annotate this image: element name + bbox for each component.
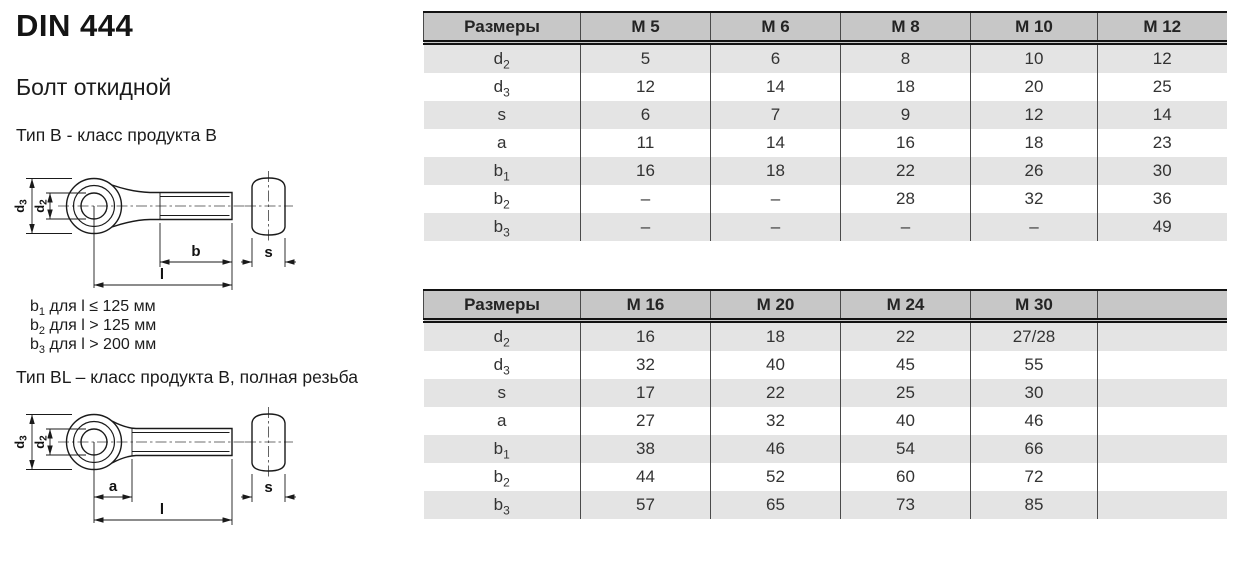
dimension-value-cell: 16: [581, 157, 711, 185]
dimension-symbol: a: [497, 411, 507, 430]
dimension-symbol-sub: 2: [503, 197, 510, 212]
dimension-value-cell: 60: [841, 463, 971, 491]
table-row: [424, 101, 1227, 129]
dimension-label-cell: [424, 379, 581, 407]
dimension-value-cell: 38: [581, 435, 711, 463]
note-text: для l > 125 мм: [45, 317, 157, 334]
dimension-symbol-sub: 1: [503, 169, 510, 184]
dimension-symbol: d: [493, 49, 504, 68]
table-row: [424, 43, 1227, 74]
table-row: [424, 321, 1227, 352]
dimension-value-cell: [1098, 321, 1227, 352]
thread-size-header: M 8: [841, 12, 971, 43]
sizes-column-header: Размеры: [424, 290, 581, 321]
dimension-label-cell: [424, 435, 581, 463]
dimension-label-cell: [424, 321, 581, 352]
dimension-value-cell: 10: [971, 43, 1098, 74]
note-symbol-sub: 3: [38, 344, 46, 357]
dimension-value-cell: 18: [711, 321, 841, 352]
dim-label-d3: d3: [12, 199, 30, 213]
dimension-value-cell: 27/28: [971, 321, 1098, 352]
dimension-value-cell: 14: [1098, 101, 1227, 129]
dimension-value-cell: 36: [1098, 185, 1227, 213]
dimension-value-cell: 20: [971, 73, 1098, 101]
dimension-s: [241, 474, 296, 502]
table-row: [424, 157, 1227, 185]
dimension-label-cell: [424, 407, 581, 435]
dimension-value-cell: 46: [711, 435, 841, 463]
dimension-value-cell: 32: [581, 351, 711, 379]
dimension-value-cell: –: [581, 185, 711, 213]
dimension-value-cell: 16: [581, 321, 711, 352]
dimension-symbol-sub: 2: [503, 335, 510, 350]
dimension-value-cell: 7: [711, 101, 841, 129]
dimension-symbol-sub: 2: [503, 475, 510, 490]
dimension-value-cell: 16: [841, 129, 971, 157]
dimension-label-cell: [424, 491, 581, 519]
dimension-value-cell: 27: [581, 407, 711, 435]
dimension-value-cell: 28: [841, 185, 971, 213]
thread-size-header: M 20: [711, 290, 841, 321]
dimension-value-cell: 40: [841, 407, 971, 435]
dimension-label-cell: [424, 101, 581, 129]
note-line: [30, 335, 157, 357]
dimension-value-cell: 11: [581, 129, 711, 157]
dimension-value-cell: 25: [841, 379, 971, 407]
dimension-b: [160, 223, 232, 290]
dimension-label-cell: [424, 129, 581, 157]
dim-label-l: l: [159, 266, 165, 283]
dimension-symbol-sub: 3: [503, 225, 510, 240]
dimension-value-cell: [1098, 407, 1227, 435]
note-symbol: b: [30, 317, 39, 334]
sizes-column-header: Размеры: [424, 12, 581, 43]
dimension-value-cell: 14: [711, 129, 841, 157]
note-symbol-sub: 1: [38, 306, 46, 319]
dimension-label-cell: [424, 351, 581, 379]
dimension-value-cell: 8: [841, 43, 971, 74]
bolt-outline: [67, 179, 233, 234]
dim-label-a: a: [108, 478, 118, 495]
dimension-value-cell: [1098, 435, 1227, 463]
dimension-value-cell: 6: [581, 101, 711, 129]
dimension-symbol-sub: 2: [503, 57, 510, 72]
dimension-value-cell: 30: [1098, 157, 1227, 185]
dimension-value-cell: 17: [581, 379, 711, 407]
table-row: [424, 491, 1227, 519]
dim-label-d3: d3: [12, 435, 30, 449]
dimension-value-cell: 9: [841, 101, 971, 129]
dimension-symbol-sub: 1: [503, 447, 510, 462]
dimension-label-cell: [424, 213, 581, 241]
note-text: для l > 200 мм: [45, 336, 157, 353]
drawing-type-bl: [8, 398, 308, 540]
dimension-value-cell: 18: [711, 157, 841, 185]
dimension-value-cell: 57: [581, 491, 711, 519]
table-row: [424, 129, 1227, 157]
dimension-value-cell: –: [581, 213, 711, 241]
dimension-symbol: a: [497, 133, 507, 152]
thread-size-header: M 6: [711, 12, 841, 43]
dimension-l: [94, 206, 232, 288]
centerlines: [58, 171, 293, 242]
dimension-symbol: b: [493, 161, 504, 180]
table-row: [424, 435, 1227, 463]
thread-size-header: M 10: [971, 12, 1098, 43]
thread-size-header: M 16: [581, 290, 711, 321]
dimension-value-cell: 12: [581, 73, 711, 101]
dimension-value-cell: –: [711, 185, 841, 213]
dimension-value-cell: 46: [971, 407, 1098, 435]
thread-size-header: M 30: [971, 290, 1098, 321]
page-title: DIN 444: [16, 8, 134, 43]
bolt-outline: [67, 415, 233, 470]
dim-label-s: s: [264, 244, 273, 261]
dimension-value-cell: [1098, 379, 1227, 407]
dimension-a: [94, 459, 132, 502]
dimension-table-m5-m12: [423, 11, 1227, 241]
dimension-value-cell: 45: [841, 351, 971, 379]
dimension-symbol: b: [493, 467, 504, 486]
dimension-value-cell: [1098, 351, 1227, 379]
table-row: [424, 185, 1227, 213]
dimension-label-cell: [424, 463, 581, 491]
dimension-value-cell: 26: [971, 157, 1098, 185]
product-name: Болт откидной: [16, 74, 172, 100]
dimension-label-cell: [424, 73, 581, 101]
dim-label-s: s: [264, 479, 273, 496]
thread-size-header: M 5: [581, 12, 711, 43]
note-symbol: b: [30, 298, 39, 315]
dimension-symbol: b: [493, 189, 504, 208]
dimension-value-cell: 65: [711, 491, 841, 519]
dimension-value-cell: 22: [711, 379, 841, 407]
dimension-symbol-sub: 3: [503, 85, 510, 100]
dimension-symbol: b: [493, 495, 504, 514]
dimension-value-cell: 14: [711, 73, 841, 101]
dimension-value-cell: 5: [581, 43, 711, 74]
dimension-value-cell: 30: [971, 379, 1098, 407]
dimension-value-cell: 52: [711, 463, 841, 491]
dimension-value-cell: 49: [1098, 213, 1227, 241]
dimension-value-cell: 18: [841, 73, 971, 101]
dimension-value-cell: 12: [971, 101, 1098, 129]
dimension-value-cell: 22: [841, 321, 971, 352]
note-symbol: b: [30, 336, 39, 353]
table-row: [424, 379, 1227, 407]
dim-label-d2: d2: [32, 199, 50, 213]
dimension-symbol: b: [493, 217, 504, 236]
thread-size-header: M 24: [841, 290, 971, 321]
dimension-symbol-sub: 3: [503, 363, 510, 378]
dimension-value-cell: 22: [841, 157, 971, 185]
dimension-value-cell: 18: [971, 129, 1098, 157]
dimension-value-cell: –: [711, 213, 841, 241]
thread-length-notes: [30, 297, 157, 357]
dimension-label-cell: [424, 43, 581, 74]
dimension-symbol: s: [497, 105, 506, 124]
dimension-symbol: d: [493, 355, 504, 374]
drawing-type-b: [8, 160, 308, 300]
dimension-value-cell: –: [971, 213, 1098, 241]
table-row: [424, 213, 1227, 241]
dimension-value-cell: 6: [711, 43, 841, 74]
table-row: [424, 407, 1227, 435]
dimension-s: [241, 238, 296, 267]
dimension-label-cell: [424, 185, 581, 213]
table-row: [424, 463, 1227, 491]
dim-label-b: b: [191, 243, 201, 260]
dimension-symbol: s: [497, 383, 506, 402]
dimension-value-cell: 72: [971, 463, 1098, 491]
dimension-label-cell: [424, 157, 581, 185]
centerlines: [58, 407, 293, 478]
note-line: [30, 316, 157, 338]
table-header-row: [424, 290, 1227, 321]
section-label-type-b: Тип B - класс продукта B: [16, 125, 217, 145]
dimension-value-cell: 66: [971, 435, 1098, 463]
dimension-symbol-sub: 3: [503, 503, 510, 518]
dimension-symbol: d: [493, 327, 504, 346]
dimension-value-cell: 44: [581, 463, 711, 491]
dimension-value-cell: –: [841, 213, 971, 241]
section-label-type-bl: Тип BL – класс продукта B, полная резьба: [16, 367, 358, 387]
table-row: [424, 351, 1227, 379]
dimension-symbol: d: [493, 77, 504, 96]
dimension-symbol: b: [493, 439, 504, 458]
dimension-table-m16-m30: [423, 289, 1227, 519]
dim-label-l: l: [159, 501, 165, 518]
dimension-value-cell: 73: [841, 491, 971, 519]
dimension-value-cell: 32: [711, 407, 841, 435]
dimension-value-cell: 32: [971, 185, 1098, 213]
dimension-value-cell: 12: [1098, 43, 1227, 74]
table-row: [424, 73, 1227, 101]
table-header-row: [424, 12, 1227, 43]
dimension-value-cell: 25: [1098, 73, 1227, 101]
note-text: для l ≤ 125 мм: [45, 298, 156, 315]
thread-size-header: M 12: [1098, 12, 1227, 43]
dimension-value-cell: 54: [841, 435, 971, 463]
note-symbol-sub: 2: [38, 325, 46, 338]
dimension-value-cell: 23: [1098, 129, 1227, 157]
dimension-value-cell: 40: [711, 351, 841, 379]
thread-size-header: [1098, 290, 1227, 321]
dimension-value-cell: 55: [971, 351, 1098, 379]
dimension-value-cell: [1098, 491, 1227, 519]
dim-label-d2: d2: [32, 435, 50, 449]
dimension-value-cell: [1098, 463, 1227, 491]
dimension-value-cell: 85: [971, 491, 1098, 519]
